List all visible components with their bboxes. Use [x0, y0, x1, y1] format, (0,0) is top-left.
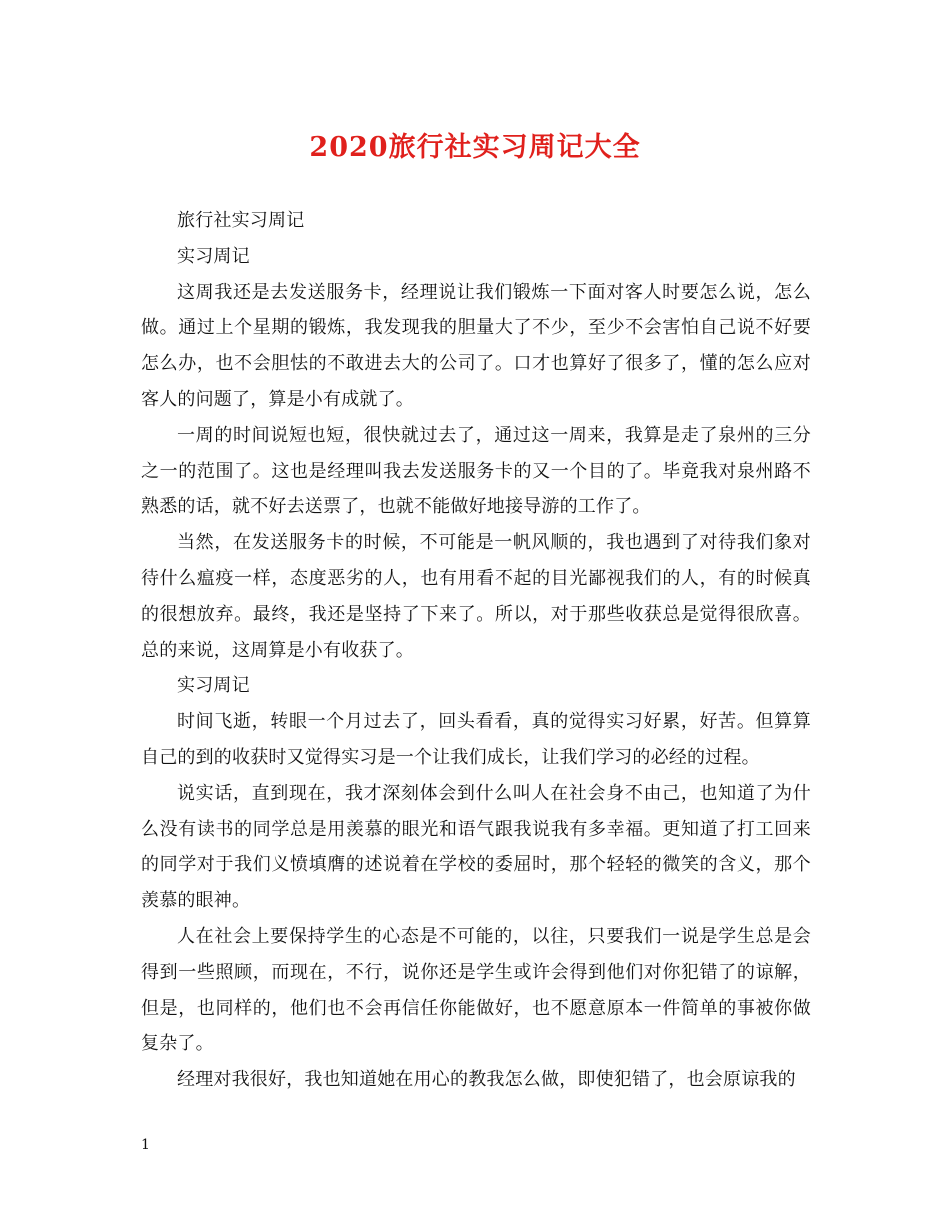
paragraph-subheading-2: 实习周记 [177, 675, 250, 697]
paragraph: 经理对我很好，我也知道她在用心的教我怎么做，即使犯错了，也会原谅我的 [177, 1069, 796, 1091]
paragraph-heading-1: 旅行社实习周记 [177, 210, 305, 231]
paragraph: 一周的时间说短也短，很快就过去了，通过这一周来，我算是走了泉州的三分之一的范围了。这也是经理叫我去发送服务卡的又一个目的了。毕竟我对泉州路不熟悉的话，就不好去送票了，也就不能做好地接导游的工作了。 [141, 424, 811, 518]
document-body [141, 203, 811, 1098]
document-title: 2020旅行社实习周记大全 [309, 132, 641, 163]
page-number: 1 [141, 1137, 150, 1153]
paragraph: 时间飞逝，转眼一个月过去了，回头看看，真的觉得实习好累，好苦。但算算自己的到的收获时又觉得实习是一个让我们成长，让我们学习的必经的过程。 [141, 711, 811, 768]
paragraph: 当然，在发送服务卡的时候，不可能是一帆风顺的，我也遇到了对待我们象对待什么瘟疫一样，态度恶劣的人，也有用看不起的目光鄙视我们的人，有的时候真的很想放弃。最终，我还是坚持了下来了。所以，对于那些收获总是觉得很欣喜。总的来说，这周算是小有收获了。 [141, 532, 811, 661]
paragraph: 人在社会上要保持学生的心态是不可能的，以往，只要我们一说是学生总是会得到一些照顾，而现在，不行，说你还是学生或许会得到他们对你犯错了的谅解，但是，也同样的，他们也不会再信任你能做好，也不愿意原本一件简单的事被你做复杂了。 [141, 925, 811, 1055]
paragraph: 说实话，直到现在，我才深刻体会到什么叫人在社会身不由己，也知道了为什么没有读书的同学总是用羡慕的眼光和语气跟我说我有多幸福。更知道了打工回来的同学对于我们义愤填膺的述说着在学校的委屈时，那个轻轻的微笑的含义，那个羡慕的眼神。 [141, 782, 811, 912]
paragraph-subheading-1: 实习周记 [177, 245, 250, 267]
paragraph: 这周我还是去发送服务卡，经理说让我们锻炼一下面对客人时要怎么说，怎么做。通过上个星期的锻炼，我发现我的胆量大了不少，至少不会害怕自己说不好要怎么办，也不会胆怯的不敢进去大的公司了。口才也算好了很多了，懂的怎么应对客人的问题了，算是小有成就了。 [141, 281, 811, 410]
